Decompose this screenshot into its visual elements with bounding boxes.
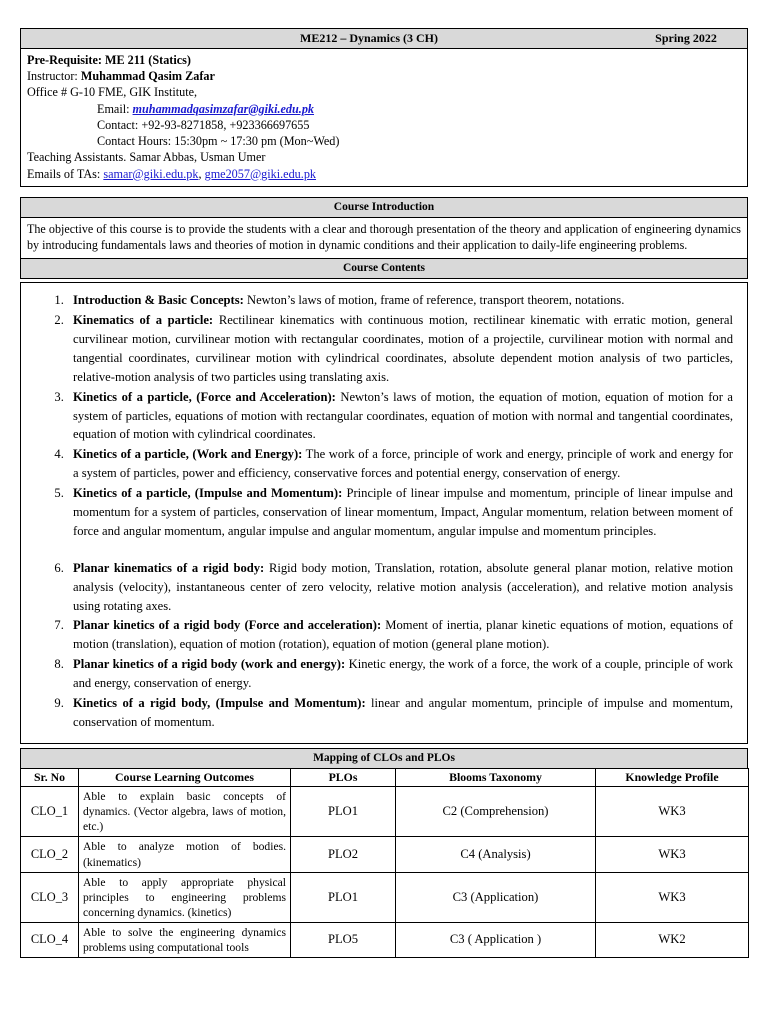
- cell-outcome: Able to apply appropriate physical principles to engineering problems concerning dynamics. (kinetics): [79, 872, 291, 922]
- instructor-info: [21, 49, 747, 186]
- course-content-item-title: Planar kinetics of a rigid body (work and energy):: [73, 657, 346, 672]
- contact-hours-value: 15:30pm ~ 17:30 pm (Mon~Wed): [174, 134, 340, 149]
- instructor-name: Muhammad Qasim Zafar: [80, 69, 215, 84]
- course-contents-box: [20, 282, 748, 744]
- table-row: [21, 922, 749, 957]
- course-content-item: [67, 694, 733, 732]
- contact-hours-line: [27, 133, 741, 149]
- course-content-item-detail: Moment of inertia, planar kinetic equations of motion, equations of motion (translation), equation of motion (rotation), equation of motion (general plane motion).: [73, 618, 733, 652]
- table-row: [21, 872, 749, 922]
- course-content-item: [67, 311, 733, 387]
- teaching-assistants-line: [27, 149, 741, 165]
- cell-outcome: Able to explain basic concepts of dynamics. (Vector algebra, laws of motion, etc.): [79, 787, 291, 837]
- table-row: [21, 837, 749, 872]
- course-content-item-detail: Principle of linear impulse and momentum, principle of linear impulse and momentum for a system of particles, conservation of linear momentum, Impact, Angular momentum, relation between moment of force and angular momentum, angular impulse and angular momentum, angular impulse and momentum principles.: [73, 486, 733, 538]
- cell-bloom: C2 (Comprehension): [396, 787, 596, 837]
- course-introduction-text: The objective of this course is to provide the students with a clear and thorough presentation of the theory and application of engineering dynamics by introducing fundamentals laws and theories of motion in dynamic conditions and their application to daily-life engineering problems.: [27, 222, 741, 253]
- cell-bloom: C4 (Analysis): [396, 837, 596, 872]
- cell-sr: CLO_2: [21, 837, 79, 872]
- course-content-item: [67, 616, 733, 654]
- course-content-item: [67, 388, 733, 445]
- cell-bloom: C3 (Application): [396, 872, 596, 922]
- cell-plo: PLO5: [291, 922, 396, 957]
- course-content-item: [67, 559, 733, 616]
- course-header-box: [20, 28, 748, 187]
- course-content-item-title: Kinetics of a particle, (Force and Acceleration):: [73, 389, 336, 404]
- course-content-item-title: Kinetics of a particle, (Impulse and Momentum):: [73, 486, 343, 501]
- ta-email-separator: ,: [198, 166, 202, 181]
- cell-plo: PLO1: [291, 872, 396, 922]
- contact-value: +92-93-8271858, +923366697655: [141, 117, 310, 132]
- course-content-item-detail: Kinetic energy, the work of a force, the work of a couple, principle of work and energy, conservation of energy.: [73, 657, 733, 691]
- cell-plo: PLO1: [291, 787, 396, 837]
- column-header: PLOs: [291, 769, 396, 787]
- cell-plo: PLO2: [291, 837, 396, 872]
- cell-sr: CLO_4: [21, 922, 79, 957]
- cell-bloom: C3 ( Application ): [396, 922, 596, 957]
- cell-wk: WK3: [596, 837, 749, 872]
- course-contents-list: [25, 291, 733, 732]
- course-content-item: [67, 291, 733, 310]
- contact-line: [27, 117, 741, 133]
- mapping-heading: Mapping of CLOs and PLOs: [21, 749, 747, 769]
- clo-plo-table-head: [21, 769, 749, 787]
- course-content-item: [67, 445, 733, 483]
- course-content-item-title: Kinetics of a rigid body, (Impulse and Momentum):: [73, 696, 366, 710]
- course-content-item-title: Planar kinetics of a rigid body (Force and acceleration):: [73, 618, 382, 633]
- mapping-heading-box: [20, 748, 748, 769]
- course-content-item-title: Planar kinematics of a rigid body:: [73, 560, 265, 575]
- clo-plo-mapping-section: [20, 748, 748, 958]
- contact-hours-label: Contact Hours:: [97, 134, 172, 149]
- column-header: Blooms Taxonomy: [396, 769, 596, 787]
- cell-wk: WK3: [596, 872, 749, 922]
- office-line: Office # G-10 FME, GIK Institute,: [27, 85, 198, 100]
- course-introduction-box: [20, 197, 748, 279]
- course-content-item-detail: Rectilinear kinematics with continuous motion, rectilinear kinematic with erratic motion, general curvilinear motion, curvilinear motion with rectangular coordinates, motion of a projectile, curvilinear motion with normal and tangential coordinates, curvilinear motion with cylindrical coordinates, absolute dependent motion analysis of two particles, relative-motion analysis of two particles using translating axis.: [73, 313, 733, 384]
- table-row: [21, 787, 749, 837]
- cell-wk: WK2: [596, 922, 749, 957]
- clo-plo-table: [20, 768, 749, 958]
- course-contents-heading: Course Contents: [21, 258, 747, 279]
- ta-names: Samar Abbas, Usman Umer: [129, 150, 266, 165]
- course-content-item-title: Kinetics of a particle, (Work and Energy):: [73, 447, 303, 462]
- course-content-item-title: Introduction & Basic Concepts:: [73, 293, 244, 308]
- course-introduction-heading: Course Introduction: [21, 198, 747, 219]
- ta-label: Teaching Assistants.: [27, 150, 127, 165]
- course-content-item-detail: Newton’s laws of motion, the equation of motion, equation of motion for a system of particles, equations of motion with rectangular coordinates, equation of motion with normal and tangential coordinates, equation of motion with cylindrical coordinates.: [73, 389, 733, 442]
- ta-email-link-2[interactable]: gme2057@giki.edu.pk: [204, 166, 317, 181]
- course-content-item-detail: Newton’s laws of motion, frame of reference, transport theorem, notations.: [243, 293, 625, 308]
- cell-wk: WK3: [596, 787, 749, 837]
- course-title-bar: [21, 29, 747, 49]
- course-content-item-title: Kinematics of a particle:: [73, 313, 214, 328]
- course-content-item: [67, 655, 733, 693]
- course-content-item-detail: linear and angular momentum, principle of impulse and momentum, conservation of momentum.: [73, 696, 734, 729]
- column-header: Course Learning Outcomes: [79, 769, 291, 787]
- cell-outcome: Able to analyze motion of bodies. (kinematics): [79, 837, 291, 872]
- prerequisite-line: [27, 52, 741, 68]
- email-line: [27, 101, 741, 117]
- clo-plo-table-body: [21, 787, 749, 958]
- contact-label: Contact:: [97, 117, 139, 132]
- cell-sr: CLO_1: [21, 787, 79, 837]
- prerequisite-value: ME 211 (Statics): [104, 53, 191, 67]
- page-title: ME212 – Dynamics (3 CH): [300, 31, 438, 45]
- table-header-row: [21, 769, 749, 787]
- course-content-item: [67, 484, 733, 541]
- instructor-label: Instructor:: [27, 69, 78, 84]
- cell-sr: CLO_3: [21, 872, 79, 922]
- ta-emails-line: [27, 166, 741, 182]
- instructor-email-link[interactable]: muhammadqasimzafar@giki.edu.pk: [132, 101, 315, 116]
- column-header: Sr. No: [21, 769, 79, 787]
- cell-outcome: Able to solve the engineering dynamics problems using computational tools: [79, 922, 291, 957]
- ta-email-link-1[interactable]: samar@giki.edu.pk: [103, 166, 199, 181]
- ta-emails-label: Emails of TAs:: [27, 166, 101, 181]
- course-content-item-detail: Rigid body motion, Translation, rotation, absolute general planar motion, relative motion analysis (velocity), instantaneous center of zero velocity, relative motion analysis (acceleration), and relative motion analysis using rotating axes.: [73, 560, 733, 613]
- prerequisite-label: Pre-Requisite:: [27, 53, 102, 67]
- email-label: Email:: [97, 101, 130, 116]
- course-content-item-detail: The work of a force, principle of work and energy, principle of work and energy for a system of particles, power and efficiency, conservative forces and potential energy, conservation of energy.: [73, 447, 733, 481]
- term-label: Spring 2022: [655, 31, 717, 45]
- column-header: Knowledge Profile: [596, 769, 749, 787]
- instructor-line: [27, 68, 741, 84]
